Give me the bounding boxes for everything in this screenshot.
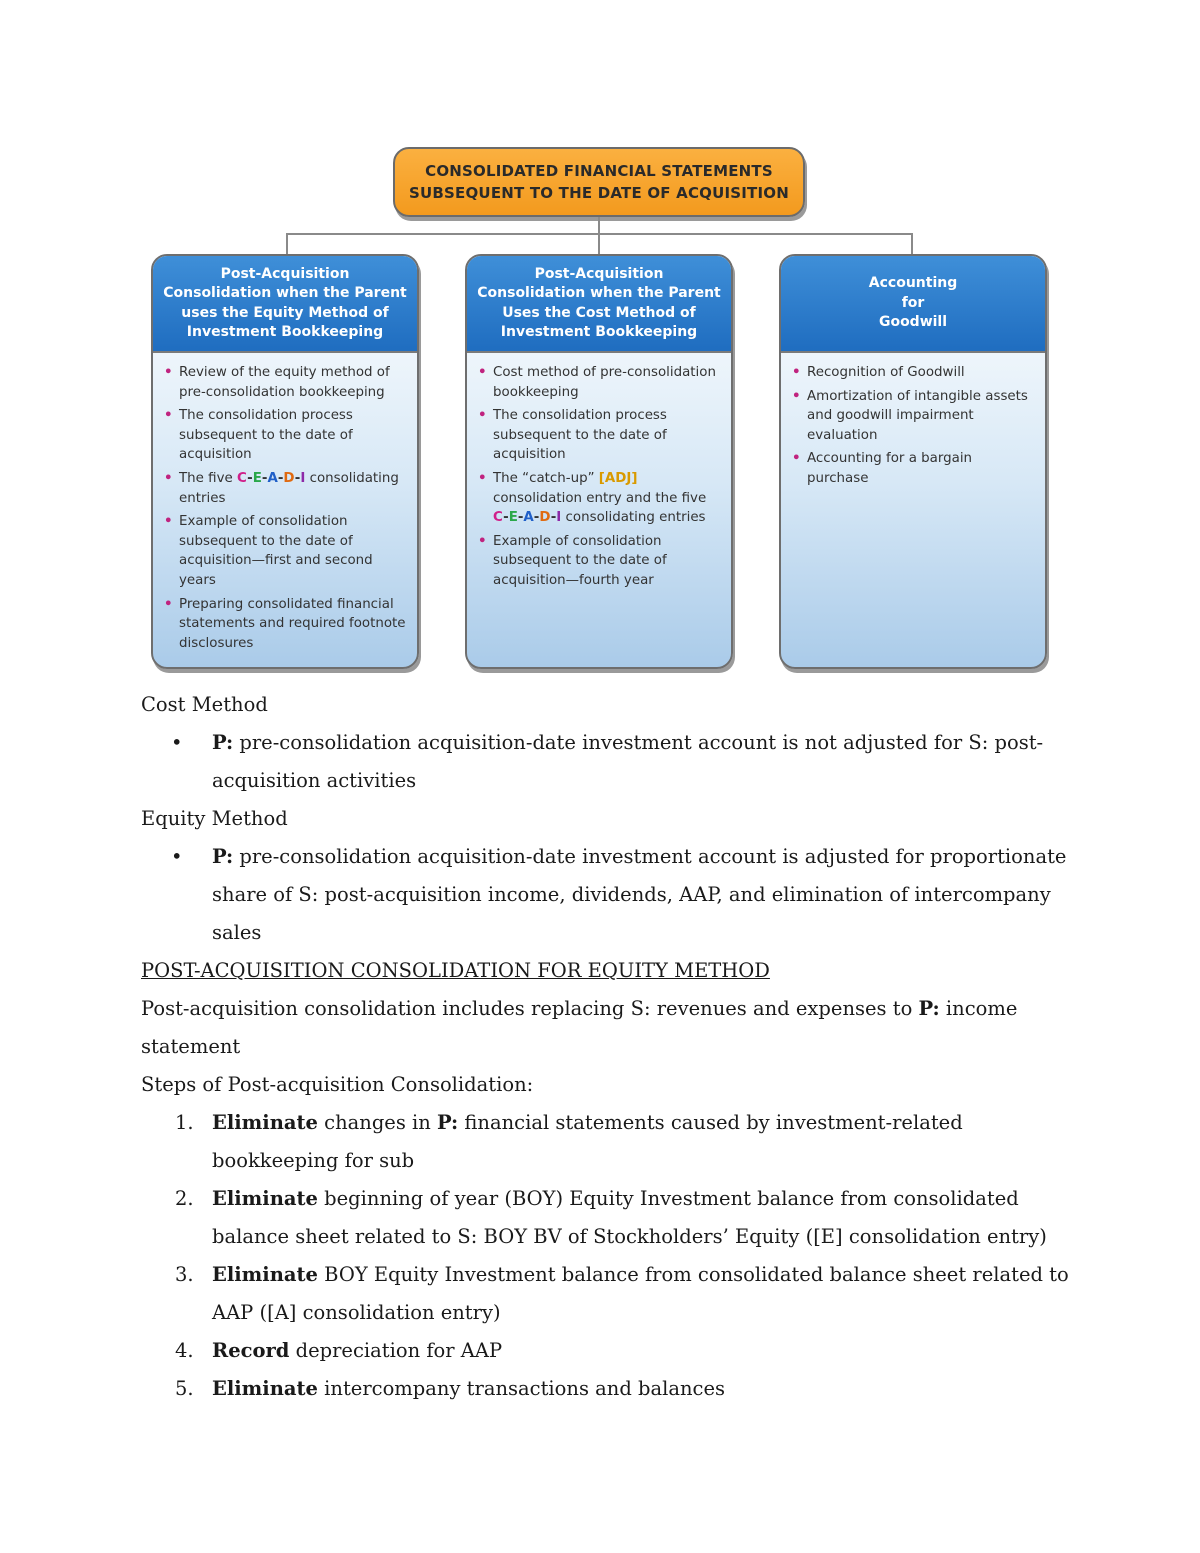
- connector-vertical-right: [911, 233, 913, 254]
- card1-item: • The consolidation process subsequent to the date of acquisition: [179, 406, 407, 465]
- diagram-title-box: [393, 147, 805, 217]
- ceadi-sep: -: [503, 510, 509, 526]
- card3-item: • Accounting for a bargain purchase: [807, 449, 1035, 488]
- ceadi-c: C: [237, 470, 248, 486]
- ceadi-c: C: [493, 510, 504, 526]
- ceadi-e: E: [508, 510, 518, 526]
- step-lead: Record: [212, 1339, 290, 1362]
- steps-title: Steps of Post-acquisition Consolidation:: [141, 1073, 534, 1096]
- card1-head-line: uses the Equity Method of: [181, 304, 389, 321]
- catchup-mid: consolidation entry and the five: [493, 490, 707, 506]
- parent-label: P:: [918, 997, 940, 1020]
- card-goodwill-header: [781, 256, 1045, 353]
- card2-item: • The consolidation process subsequent to the date of acquisition: [493, 406, 721, 465]
- card3-head-line: for: [901, 294, 925, 311]
- card1-item: • Preparing consolidated financial statements and required footnote disclosures: [179, 595, 407, 654]
- ceadi-d: D: [283, 470, 295, 486]
- ceadi-a: A: [267, 470, 278, 486]
- ceadi-suffix: consolidating entries: [179, 470, 399, 506]
- connector-vertical-left: [286, 233, 288, 254]
- ceadi-a: A: [523, 510, 534, 526]
- step-item: [141, 1256, 1071, 1332]
- bullet-text: pre-consolidation acquisition-date investment account is adjusted for proportionate share of S: post-acquisition income, dividends, AAP, and elimination of intercompany sales: [212, 845, 1067, 944]
- step-item: [141, 1332, 1071, 1370]
- connector-vertical-center: [598, 217, 600, 254]
- card1-head-line: Post-Acquisition: [220, 265, 350, 282]
- ceadi-e: E: [252, 470, 262, 486]
- catchup-suffix: consolidating entries: [565, 510, 706, 526]
- intro-paragraph: [141, 990, 1071, 1066]
- ceadi-sep: -: [517, 510, 524, 526]
- parent-label: P:: [437, 1111, 459, 1134]
- parent-label: P:: [212, 845, 234, 868]
- cost-method-label: Cost Method: [141, 693, 268, 716]
- step-lead: Eliminate: [212, 1263, 318, 1286]
- ceadi-d: D: [539, 510, 551, 526]
- step-item: [141, 1180, 1071, 1256]
- card2-list: [467, 353, 731, 591]
- bullet-dot: •: [171, 845, 183, 868]
- adj-label: [ADJ]: [598, 470, 638, 486]
- card2-head-line: Post-Acquisition: [534, 265, 664, 282]
- catchup-prefix: The “catch-up”: [493, 470, 595, 486]
- step-text: depreciation for AAP: [289, 1339, 503, 1362]
- card2-item-catchup: [493, 469, 721, 528]
- card2-head-line: Consolidation when the Parent: [477, 285, 721, 301]
- card-cost-method: [465, 254, 733, 669]
- ceadi-letters: [237, 471, 305, 486]
- equity-method-bullet: [141, 838, 1071, 952]
- section-heading: POST-ACQUISITION CONSOLIDATION FOR EQUITY METHOD: [141, 959, 770, 982]
- intro-text: income statement: [141, 997, 1018, 1058]
- card2-head-line: Uses the Cost Method of: [502, 304, 696, 321]
- card1-item: • Review of the equity method of pre-consolidation bookkeeping: [179, 363, 407, 402]
- card3-item: • Recognition of Goodwill: [807, 363, 1035, 383]
- card-cost-method-header: [467, 256, 731, 353]
- intro-text: Post-acquisition consolidation includes replacing S: revenues and expenses to: [141, 997, 919, 1020]
- ceadi-i: I: [556, 510, 562, 526]
- step-lead: Eliminate: [212, 1111, 318, 1134]
- ceadi-prefix: The five: [179, 470, 233, 486]
- card3-head-line: Goodwill: [878, 314, 948, 331]
- step-text: beginning of year (BOY) Equity Investment balance from consolidated balance sheet related to S: BOY BV of Stockholders’ Equity ([E] consolidation entry): [212, 1187, 1047, 1248]
- step-text: financial statements caused by investment-related bookkeeping for sub: [212, 1111, 963, 1172]
- ceadi-letters: [493, 510, 561, 525]
- card3-head-line: Accounting: [868, 275, 958, 292]
- ceadi-sep: -: [533, 510, 540, 526]
- step-number: 1.: [175, 1111, 194, 1134]
- step-text: intercompany transactions and balances: [317, 1377, 726, 1400]
- bullet-text: pre-consolidation acquisition-date investment account is not adjusted for S: post-acquisition activities: [212, 731, 1044, 792]
- step-text: changes in: [317, 1111, 438, 1134]
- card-equity-method: [151, 254, 419, 669]
- org-diagram: [0, 0, 1200, 680]
- card-equity-method-header: [153, 256, 417, 353]
- step-item: [141, 1104, 1071, 1180]
- step-number: 5.: [175, 1377, 194, 1400]
- step-lead: Eliminate: [212, 1377, 318, 1400]
- step-number: 4.: [175, 1339, 194, 1362]
- diagram-title-line2: SUBSEQUENT TO THE DATE OF ACQUISITION: [409, 184, 789, 202]
- ceadi-sep: -: [277, 470, 284, 486]
- card1-head-line: Consolidation when the Parent: [163, 285, 407, 301]
- card1-list: [153, 353, 417, 653]
- equity-method-label: Equity Method: [141, 807, 288, 830]
- card3-item: • Amortization of intangible assets and goodwill impairment evaluation: [807, 387, 1035, 446]
- cost-method-bullet: [141, 724, 1071, 800]
- ceadi-sep: -: [294, 470, 301, 486]
- ceadi-sep: -: [261, 470, 268, 486]
- card1-item: • Example of consolidation subsequent to the date of acquisition—first and second years: [179, 512, 407, 590]
- ceadi-sep: -: [550, 510, 557, 526]
- step-lead: Eliminate: [212, 1187, 318, 1210]
- connector-horizontal: [286, 233, 913, 235]
- card2-item: • Cost method of pre-consolidation bookkeeping: [493, 363, 721, 402]
- parent-label: P:: [212, 731, 234, 754]
- card1-item-ceadi: [179, 469, 407, 508]
- card2-head-line: Investment Bookkeeping: [500, 324, 698, 340]
- ceadi-sep: -: [247, 470, 253, 486]
- ceadi-i: I: [300, 470, 306, 486]
- card2-item: • Example of consolidation subsequent to the date of acquisition—fourth year: [493, 532, 721, 591]
- card3-list: [781, 353, 1045, 489]
- document-body: [141, 686, 1071, 1408]
- bullet-dot: •: [171, 731, 183, 754]
- card-goodwill: [779, 254, 1047, 669]
- step-item: [141, 1370, 1071, 1408]
- step-number: 2.: [175, 1187, 194, 1210]
- step-number: 3.: [175, 1263, 194, 1286]
- diagram-title-line1: CONSOLIDATED FINANCIAL STATEMENTS: [425, 162, 773, 180]
- step-text: BOY Equity Investment balance from consolidated balance sheet related to AAP ([A] consolidation entry): [212, 1263, 1069, 1324]
- card1-head-line: Investment Bookkeeping: [186, 324, 384, 340]
